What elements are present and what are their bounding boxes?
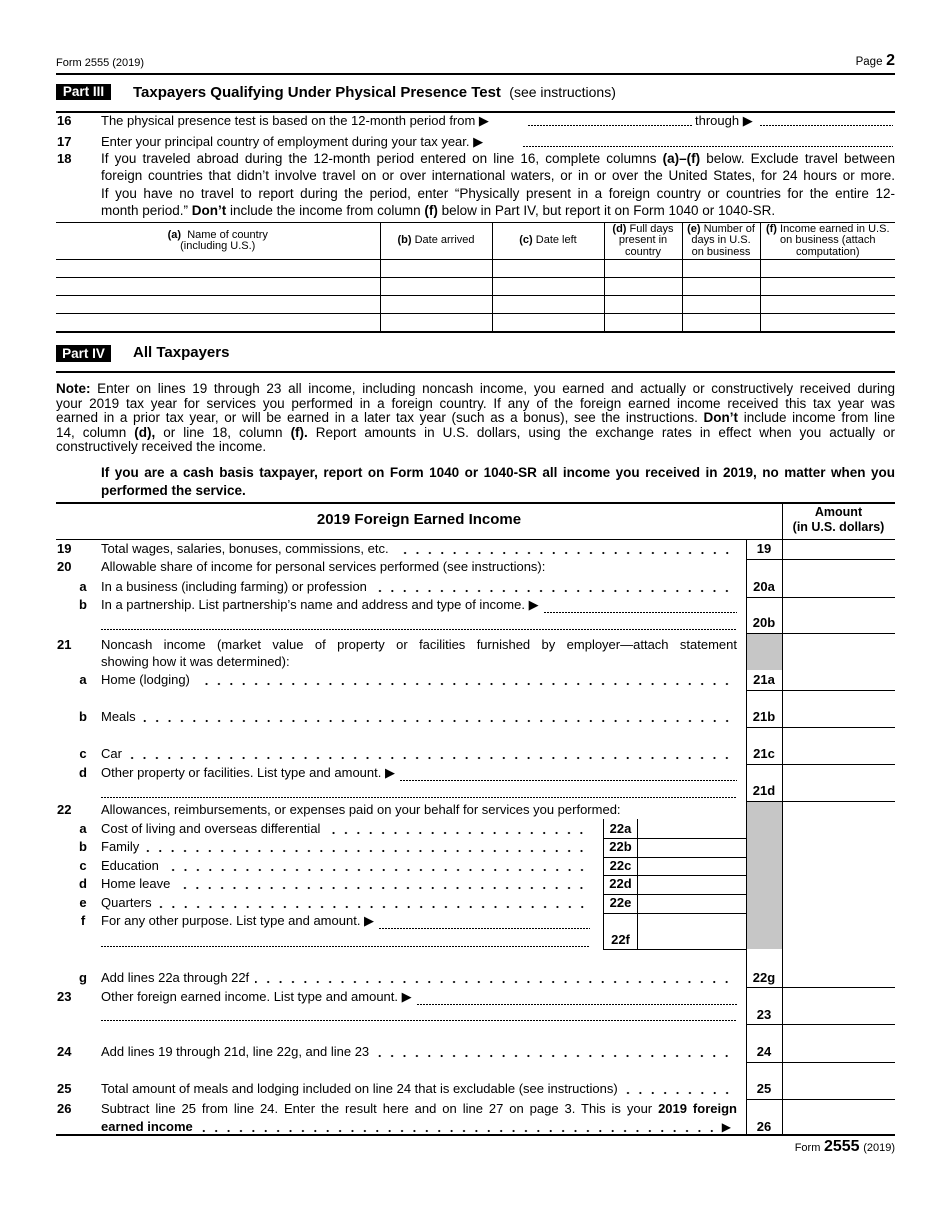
line-text: Family [101,839,140,854]
col-label: Number of [703,222,755,235]
line-text: Car [101,746,122,761]
full-days-input[interactable] [605,314,682,331]
line-text: showing how it was determined): [101,654,290,669]
country-name-input[interactable] [56,296,380,313]
line-20 [101,559,545,575]
country-name-input[interactable] [56,278,380,295]
travel-row [56,296,895,314]
amount-input-22e[interactable] [638,895,746,913]
line-number: 21 [57,637,72,652]
text-run: earned in a prior tax year, or will be earned in a later tax year (such as a bonus), see the instructions. [56,410,704,425]
us-income-input[interactable] [761,314,896,331]
line-letter: g [79,970,87,985]
box-label: 23 [756,1007,772,1022]
line-22d [101,876,592,892]
bold-text-run: (d), [134,424,156,440]
line-21d [101,765,737,781]
paragraph-line [101,185,895,202]
date-arrived-input[interactable] [381,296,492,313]
part-title-note: (see instructions) [509,84,616,100]
line-text: Add lines 22a through 22f [101,970,250,985]
line-text: Other property or facilities. List type and amount. ▶ [101,765,395,780]
paragraph-line: performed the service. [101,483,246,498]
text-run: include the income from column [226,203,425,219]
col-label: on business (attach [780,234,876,247]
line-number: 17 [57,134,72,149]
paragraph-line [56,440,895,455]
amount-input-25[interactable] [783,1063,895,1099]
line-25 [101,1081,737,1097]
line-22g [101,970,737,986]
days-in-us-input[interactable] [683,314,760,331]
line-number: 25 [57,1081,72,1096]
line-text: Allowable share of income for personal services performed (see instructions): [101,559,546,574]
col-letter: (d) [612,222,627,235]
date-left-input[interactable] [493,314,604,331]
line-number: 18 [57,151,72,166]
part-title [133,83,616,102]
line-number: 24 [57,1044,72,1059]
text-run: Enter on lines 19 through 23 all income, including noncash income, you earned and actually or constructively received during [90,381,895,396]
line-number: 16 [57,113,72,128]
line-18-instructions [101,150,895,220]
date-arrived-input[interactable] [381,260,492,277]
col-letter: (e) [687,222,701,235]
part-title-text: Taxpayers Qualifying Under Physical Presence Test [133,84,501,101]
days-in-us-input[interactable] [683,260,760,277]
dot-leader [196,672,737,688]
line-16-text: The physical presence test is based on the 12-month period from ▶ [101,113,489,128]
arrow-right-icon: ▶ [721,1120,731,1134]
line-text: Noncash income (market value of property or facilities furnished by employer—attach statement [101,637,737,652]
line-22e [101,895,592,911]
line-text: Other foreign earned income. List type and amount. ▶ [101,989,412,1004]
amount-input-21a[interactable] [783,634,895,690]
other-property-detail-input[interactable] [400,767,737,781]
box-label: 22g [752,970,776,985]
date-left-input[interactable] [493,296,604,313]
divider [56,502,895,504]
line-letter: e [79,895,87,910]
col-label: Date arrived [414,234,475,247]
line-21 [101,636,737,670]
box-label: 22f [611,932,630,947]
amount-input-21c[interactable] [783,728,895,764]
line-20b [101,597,737,613]
income-table-title: 2019 Foreign Earned Income [316,511,522,528]
bold-text-run: (f) [424,203,438,219]
other-income-detail-input[interactable] [417,991,737,1005]
col-letter: (a) [167,228,182,241]
days-in-us-input[interactable] [683,278,760,295]
line-24 [101,1044,737,1060]
line-text: Education [101,858,159,873]
text-run: If you traveled abroad during the 12-month period entered on line 16, complete columns [101,151,663,166]
box-label: 20a [753,579,775,594]
other-property-detail-input-2[interactable] [101,784,737,798]
line-text: Home leave [101,876,171,891]
travel-row [56,260,895,278]
shaded-cell [747,634,782,670]
line-letter: b [79,597,87,612]
bold-text-run: Don’t [703,410,739,425]
text-run: month period.” [101,203,192,219]
text-run: Report amounts in U.S. dollars, using the exchange rates in effect when you actually or [307,424,895,440]
col-label: Date left [535,234,577,247]
line-text: Home (lodging) [101,672,190,687]
amount-input-22f[interactable] [638,914,746,949]
divider [603,949,747,950]
line-21c [101,746,737,762]
col-e-header [682,223,760,260]
box-label: 26 [756,1119,772,1134]
page-indicator [856,52,895,71]
bold-text-run: (f). [290,424,308,440]
line-letter: f [80,913,86,928]
us-income-input[interactable] [761,278,896,295]
dot-leader [199,1119,722,1135]
text-run: foreign countries that didn’t involve travel on or over international waters, or in or over the United States, for 24 hours or more. [101,168,895,184]
amount-input-24[interactable] [783,1025,895,1062]
line-21a [101,672,737,688]
col-a-header [56,223,380,260]
dot-leader [145,839,592,855]
col-label: Income earned in U.S. [780,222,890,235]
col-letter: (b) [397,234,412,247]
amount-input-26[interactable] [783,1100,895,1134]
line-letter: d [79,765,87,780]
col-letter: (f) [765,222,777,235]
col-d-header [604,223,682,260]
box-label: 21a [753,672,775,687]
line-letter: a [79,821,87,836]
amount-input-22d[interactable] [638,876,746,894]
box-label: 22b [609,839,632,854]
cash-basis-paragraph [101,464,895,500]
divider [56,371,895,373]
line-text: Quarters [101,895,152,910]
country-name-input[interactable] [56,260,380,277]
dot-leader [158,895,592,911]
box-label: 25 [756,1081,772,1096]
line-26-continued [101,1119,737,1135]
line-text: Cost of living and overseas differential [101,821,321,836]
line-text: In a partnership. List partnership’s name and address and type of income. ▶ [101,597,539,612]
travel-row [56,278,895,296]
through-label: through ▶ [695,113,753,128]
bold-text-run: Don’t [191,203,227,219]
amount-input-22g[interactable] [783,802,895,987]
amount-input-23[interactable] [783,988,895,1024]
amount-input-21d[interactable] [783,765,895,801]
amount-input-22c[interactable] [638,858,746,875]
travel-row [56,314,895,333]
partnership-detail-input[interactable] [544,599,737,613]
bold-text-run: Note: [56,381,91,396]
line-22f [101,913,590,929]
line-text: Total wages, salaries, bonuses, commissions, etc. [101,541,389,556]
box-label: 22a [609,821,632,836]
line-number: 20 [57,559,72,574]
line-letter: a [79,672,87,687]
box-label: 22e [609,895,632,910]
line-22b [101,839,592,855]
line-22 [101,802,621,818]
line-23 [101,989,737,1005]
line-text: earned income [101,1119,193,1134]
line-number: 23 [57,989,72,1004]
line-letter: d [79,876,87,891]
text-run: below. Exclude travel between [700,151,895,166]
box-label: 21d [752,783,776,798]
bold-text-run: (a)–(f) [662,151,701,166]
footer-year: (2019) [863,1142,895,1154]
us-income-input[interactable] [761,296,896,313]
line-letter: a [79,579,87,594]
line-text: Allowances, reimbursements, or expenses paid on your behalf for services you performed: [101,802,621,817]
dot-leader [373,579,737,595]
dot-leader [165,858,592,874]
partnership-detail-input-2[interactable] [101,616,737,630]
line-19 [101,541,737,557]
paragraph-line: If you are a cash basis taxpayer, report on Form 1040 or 1040-SR all income you received in 2019, no matter when you [101,465,895,480]
amount-input-21b[interactable] [783,691,895,727]
dot-leader [142,709,737,725]
text-run: your 2019 tax year for services you performed in a foreign country. If any of the foreign earned income received this tax year was [56,395,895,411]
days-in-us-input[interactable] [683,296,760,313]
col-c-header [492,223,604,260]
col-label: Name of country [187,228,268,241]
col-label: computation) [795,245,860,258]
paragraph-line [101,150,895,167]
shaded-cell [747,802,782,949]
divider [56,73,895,75]
date-arrived-input[interactable] [381,314,492,331]
col-label: (including U.S.) [180,240,256,252]
other-purpose-detail-input[interactable] [379,915,590,929]
text-run: Subtract line 25 from line 24. Enter the result here and on line 27 on page 3. This is your [101,1101,659,1116]
other-income-detail-input-2[interactable] [101,1007,737,1021]
dot-leader [176,876,592,892]
travel-table-header [56,223,895,260]
line-17-text: Enter your principal country of employment during your tax year. ▶ [101,134,484,149]
full-days-input[interactable] [605,296,682,313]
travel-table [56,222,895,333]
paragraph-line [101,167,895,184]
line-text: Meals [101,709,136,724]
col-letter: (c) [519,234,533,247]
paragraph-line [56,397,895,412]
footer-form-word: Form [794,1142,821,1154]
part-badge: Part IV [56,345,111,362]
bold-text-run: 2019 [658,1101,687,1116]
note-paragraph [56,382,895,455]
amount-input-22a[interactable] [638,820,746,838]
col-label: Full days [629,222,674,235]
us-income-input[interactable] [761,260,896,277]
line-text: Add lines 19 through 21d, line 22g, and line 23 [101,1044,370,1059]
text-run: below in Part IV, but report it on Form 1040 or 1040-SR. [437,203,776,219]
paragraph-line [56,426,895,441]
period-through-input[interactable] [760,112,893,126]
footer-form-number: 2555 [823,1138,860,1155]
period-from-input[interactable] [528,112,693,126]
dot-leader [375,1044,737,1060]
bold-text-run: foreign [692,1101,737,1116]
amount-input-19[interactable] [783,540,895,559]
line-text: For any other purpose. List type and amount. ▶ [101,913,375,928]
country-name-input[interactable] [56,314,380,331]
amount-input-22b[interactable] [638,839,746,857]
line-letter: b [79,709,87,724]
country-of-employment-input[interactable] [523,133,893,147]
amount-header-line: (in U.S. dollars) [792,520,885,534]
col-label: on business [691,245,751,258]
col-f-header [760,223,895,260]
form-footer [795,1138,895,1157]
line-letter: b [79,839,87,854]
dot-leader [255,970,737,986]
line-number: 22 [57,802,72,817]
text-run: constructively received the income. [56,439,267,454]
col-label: days in U.S. [691,234,751,247]
line-22a [101,821,592,837]
box-label: 22c [609,858,632,873]
paragraph-line [101,202,895,219]
dot-leader [128,746,737,762]
dot-leader [395,541,737,557]
part-title: All Taxpayers [133,344,230,361]
line-21b [101,709,737,725]
dot-leader [624,1081,737,1097]
box-label: 21c [753,746,775,761]
text-run: If you have no travel to report during the period, enter “Physically present in a foreign country or countries for the entire 12- [101,185,895,201]
line-number: 26 [57,1101,72,1116]
form-label: Form 2555 (2019) [56,57,145,69]
line-22c [101,858,592,874]
amount-input-20a[interactable] [783,560,895,597]
amount-header-line: Amount [814,505,863,519]
date-left-input[interactable] [493,278,604,295]
col-b-header [380,223,492,260]
date-left-input[interactable] [493,260,604,277]
amount-column-header [782,505,895,535]
text-run: 14, column [56,424,135,440]
page-number: 2 [886,52,895,69]
divider [56,539,895,540]
paragraph-line [56,411,895,426]
box-label: 22d [609,876,632,891]
full-days-input[interactable] [605,278,682,295]
line-letter: c [79,746,87,761]
line-26-text [101,1101,737,1117]
line-text: In a business (including farming) or profession [101,579,367,594]
line-text: Total amount of meals and lodging included on line 24 that is excludable (see instructions) [101,1081,618,1096]
text-run: or line 18, column [155,424,291,440]
text-run: include income from line [738,410,895,425]
line-letter: c [79,858,87,873]
paragraph-line [56,382,895,397]
box-label: 19 [756,541,772,556]
line-20a [101,579,737,595]
page-label: Page [855,56,883,68]
box-label: 20b [752,615,776,630]
amount-input-20b[interactable] [783,598,895,633]
col-label: country [624,245,662,258]
line-number: 19 [57,541,72,556]
other-purpose-detail-input-2[interactable] [101,933,590,947]
box-label: 21b [752,709,776,724]
full-days-input[interactable] [605,260,682,277]
box-label: 24 [756,1044,772,1059]
dot-leader [326,821,592,837]
date-arrived-input[interactable] [381,278,492,295]
part-badge: Part III [56,84,111,100]
col-label: present in [618,234,668,247]
